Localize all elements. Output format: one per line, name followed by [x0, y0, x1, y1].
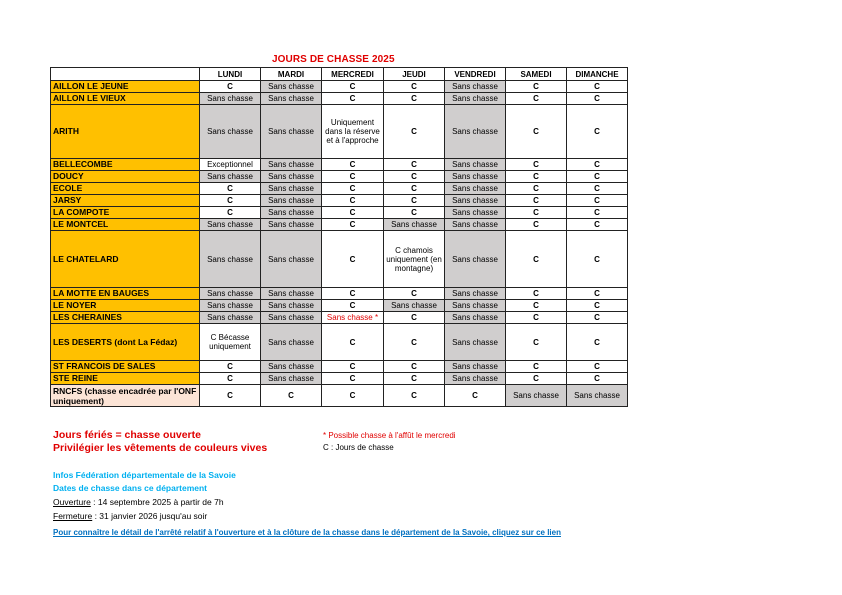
day-cell: C — [322, 81, 384, 93]
day-cell: Sans chasse — [261, 288, 322, 300]
day-cell: C — [322, 373, 384, 385]
day-cell: C chamois uniquement (en montagne) — [384, 231, 445, 288]
day-cell: C — [200, 385, 261, 407]
opening-value: : 14 septembre 2025 à partir de 7h — [90, 497, 224, 507]
day-cell: Sans chasse — [261, 361, 322, 373]
table-row — [51, 81, 628, 93]
day-cell: C — [506, 93, 567, 105]
closing-label: Fermeture — [53, 511, 93, 521]
day-cell: Sans chasse — [261, 183, 322, 195]
day-cell: C — [506, 207, 567, 219]
commune-name: RNCFS (chasse encadrée par l'ONF uniquement) — [51, 385, 200, 407]
table-row — [51, 93, 628, 105]
page-title: JOURS DE CHASSE 2025 — [272, 54, 395, 65]
opening-label: Ouverture — [53, 497, 91, 507]
table-row — [51, 171, 628, 183]
day-cell: C — [567, 219, 628, 231]
day-cell: C — [506, 195, 567, 207]
day-cell: Sans chasse * — [322, 312, 384, 324]
table-row — [51, 300, 628, 312]
note-c-meaning: C : Jours de chasse — [323, 443, 394, 452]
day-cell: C — [200, 195, 261, 207]
commune-name: DOUCY — [51, 171, 200, 183]
legend-holidays: Jours fériés = chasse ouverte — [53, 429, 201, 441]
day-cell: C — [567, 195, 628, 207]
day-cell: Sans chasse — [261, 93, 322, 105]
commune-name: LE MONTCEL — [51, 219, 200, 231]
commune-name: ST FRANCOIS DE SALES — [51, 361, 200, 373]
commune-name: LE NOYER — [51, 300, 200, 312]
day-cell: C — [200, 183, 261, 195]
note-wednesday: * Possible chasse à l'affût le mercredi — [323, 431, 456, 440]
table-row — [51, 385, 628, 407]
table-row — [51, 312, 628, 324]
header-day: SAMEDI — [506, 68, 567, 81]
table-row — [51, 373, 628, 385]
day-cell: C — [322, 183, 384, 195]
closing-value: : 31 janvier 2026 jusqu'au soir — [92, 511, 208, 521]
day-cell: C — [567, 183, 628, 195]
day-cell: C — [567, 361, 628, 373]
day-cell: C — [384, 93, 445, 105]
commune-name: STE REINE — [51, 373, 200, 385]
opening-line — [53, 497, 224, 507]
day-cell: C — [506, 300, 567, 312]
commune-name: ECOLE — [51, 183, 200, 195]
day-cell: C — [384, 171, 445, 183]
day-cell: Sans chasse — [445, 300, 506, 312]
day-cell: Sans chasse — [261, 105, 322, 159]
commune-name: LE CHATELARD — [51, 231, 200, 288]
commune-name: AILLON LE JEUNE — [51, 81, 200, 93]
day-cell: C — [322, 385, 384, 407]
federation-info: Infos Fédération départementale de la Savoie — [53, 470, 236, 480]
commune-name: AILLON LE VIEUX — [51, 93, 200, 105]
day-cell: Sans chasse — [445, 231, 506, 288]
table-header-row — [51, 68, 628, 81]
day-cell: Sans chasse — [261, 231, 322, 288]
day-cell: C — [200, 361, 261, 373]
day-cell: C — [200, 81, 261, 93]
day-cell: C — [384, 288, 445, 300]
commune-name: JARSY — [51, 195, 200, 207]
day-cell: C — [384, 373, 445, 385]
day-cell: Sans chasse — [445, 105, 506, 159]
day-cell: C — [384, 361, 445, 373]
hunting-days-table — [50, 67, 628, 407]
day-cell: C — [384, 195, 445, 207]
day-cell: C — [567, 312, 628, 324]
day-cell: C — [567, 324, 628, 361]
day-cell: C — [322, 288, 384, 300]
table-row — [51, 324, 628, 361]
header-day: LUNDI — [200, 68, 261, 81]
day-cell: Sans chasse — [261, 219, 322, 231]
day-cell: Sans chasse — [200, 93, 261, 105]
day-cell: C — [567, 207, 628, 219]
day-cell: Sans chasse — [445, 288, 506, 300]
day-cell: C — [567, 373, 628, 385]
table-row — [51, 159, 628, 171]
day-cell: Sans chasse — [261, 373, 322, 385]
day-cell: Sans chasse — [445, 81, 506, 93]
day-cell: Sans chasse — [384, 300, 445, 312]
table-row — [51, 219, 628, 231]
day-cell: Sans chasse — [445, 361, 506, 373]
day-cell: C — [506, 231, 567, 288]
day-cell: Sans chasse — [200, 288, 261, 300]
header-day: JEUDI — [384, 68, 445, 81]
decree-link[interactable]: Pour connaître le détail de l'arrêté relatif à l'ouverture et à la clôture de la chasse dans le département de la Savoie, cliquez sur ce lien — [53, 528, 561, 537]
day-cell: C — [322, 93, 384, 105]
day-cell: C — [322, 195, 384, 207]
commune-name: LES CHERAINES — [51, 312, 200, 324]
day-cell: Sans chasse — [200, 219, 261, 231]
day-cell: C — [506, 171, 567, 183]
day-cell: C — [506, 361, 567, 373]
day-cell: Sans chasse — [445, 312, 506, 324]
day-cell: C — [506, 219, 567, 231]
table-row — [51, 195, 628, 207]
day-cell: C — [384, 183, 445, 195]
day-cell: C — [506, 312, 567, 324]
day-cell: Sans chasse — [261, 324, 322, 361]
day-cell: Sans chasse — [445, 373, 506, 385]
day-cell: Sans chasse — [261, 81, 322, 93]
day-cell: Sans chasse — [261, 159, 322, 171]
day-cell: C — [384, 312, 445, 324]
table-row — [51, 183, 628, 195]
day-cell: Sans chasse — [445, 207, 506, 219]
day-cell: Sans chasse — [445, 171, 506, 183]
day-cell: C — [506, 324, 567, 361]
day-cell: C — [322, 324, 384, 361]
header-day: DIMANCHE — [567, 68, 628, 81]
table-row — [51, 207, 628, 219]
day-cell: C Bécasse uniquement — [200, 324, 261, 361]
day-cell: C — [322, 231, 384, 288]
day-cell: Sans chasse — [384, 219, 445, 231]
table-row — [51, 105, 628, 159]
day-cell: Sans chasse — [261, 300, 322, 312]
dates-heading: Dates de chasse dans ce département — [53, 483, 208, 493]
day-cell: Sans chasse — [445, 219, 506, 231]
day-cell: Sans chasse — [506, 385, 567, 407]
closing-line — [53, 511, 207, 521]
day-cell: C — [506, 81, 567, 93]
table-row — [51, 288, 628, 300]
day-cell: Sans chasse — [261, 312, 322, 324]
day-cell: C — [384, 207, 445, 219]
day-cell: C — [322, 207, 384, 219]
commune-name: BELLECOMBE — [51, 159, 200, 171]
day-cell: Sans chasse — [445, 324, 506, 361]
day-cell: Sans chasse — [445, 183, 506, 195]
header-day: MERCREDI — [322, 68, 384, 81]
commune-name: LA MOTTE EN BAUGES — [51, 288, 200, 300]
day-cell: Sans chasse — [200, 105, 261, 159]
day-cell: Sans chasse — [445, 195, 506, 207]
day-cell: C — [384, 105, 445, 159]
day-cell: C — [445, 385, 506, 407]
day-cell: C — [567, 300, 628, 312]
day-cell: C — [384, 81, 445, 93]
day-cell: C — [261, 385, 322, 407]
day-cell: C — [200, 207, 261, 219]
day-cell: C — [567, 288, 628, 300]
day-cell: C — [384, 159, 445, 171]
day-cell: C — [322, 171, 384, 183]
day-cell: Sans chasse — [261, 171, 322, 183]
header-day: MARDI — [261, 68, 322, 81]
day-cell: C — [567, 171, 628, 183]
day-cell: C — [567, 159, 628, 171]
header-day: VENDREDI — [445, 68, 506, 81]
day-cell: C — [384, 385, 445, 407]
table-row — [51, 231, 628, 288]
day-cell: Sans chasse — [200, 231, 261, 288]
day-cell: C — [567, 93, 628, 105]
day-cell: C — [506, 183, 567, 195]
day-cell: C — [322, 159, 384, 171]
day-cell: Sans chasse — [200, 312, 261, 324]
table-row — [51, 361, 628, 373]
day-cell: C — [506, 105, 567, 159]
commune-name: ARITH — [51, 105, 200, 159]
day-cell: C — [322, 361, 384, 373]
day-cell: Sans chasse — [445, 159, 506, 171]
commune-name: LA COMPOTE — [51, 207, 200, 219]
day-cell: Sans chasse — [567, 385, 628, 407]
commune-name: LES DESERTS (dont La Fédaz) — [51, 324, 200, 361]
day-cell: C — [506, 373, 567, 385]
day-cell: C — [322, 300, 384, 312]
day-cell: Uniquement dans la réserve et à l'approche — [322, 105, 384, 159]
header-corner — [51, 68, 200, 81]
day-cell: Sans chasse — [200, 171, 261, 183]
day-cell: Sans chasse — [261, 195, 322, 207]
day-cell: Sans chasse — [200, 300, 261, 312]
day-cell: Exceptionnel — [200, 159, 261, 171]
day-cell: C — [506, 288, 567, 300]
legend-clothing: Privilégier les vêtements de couleurs vives — [53, 442, 268, 454]
day-cell: C — [200, 373, 261, 385]
day-cell: Sans chasse — [261, 207, 322, 219]
day-cell: C — [384, 324, 445, 361]
day-cell: C — [506, 159, 567, 171]
day-cell: Sans chasse — [445, 93, 506, 105]
day-cell: C — [567, 81, 628, 93]
day-cell: C — [567, 231, 628, 288]
day-cell: C — [322, 219, 384, 231]
day-cell: C — [567, 105, 628, 159]
